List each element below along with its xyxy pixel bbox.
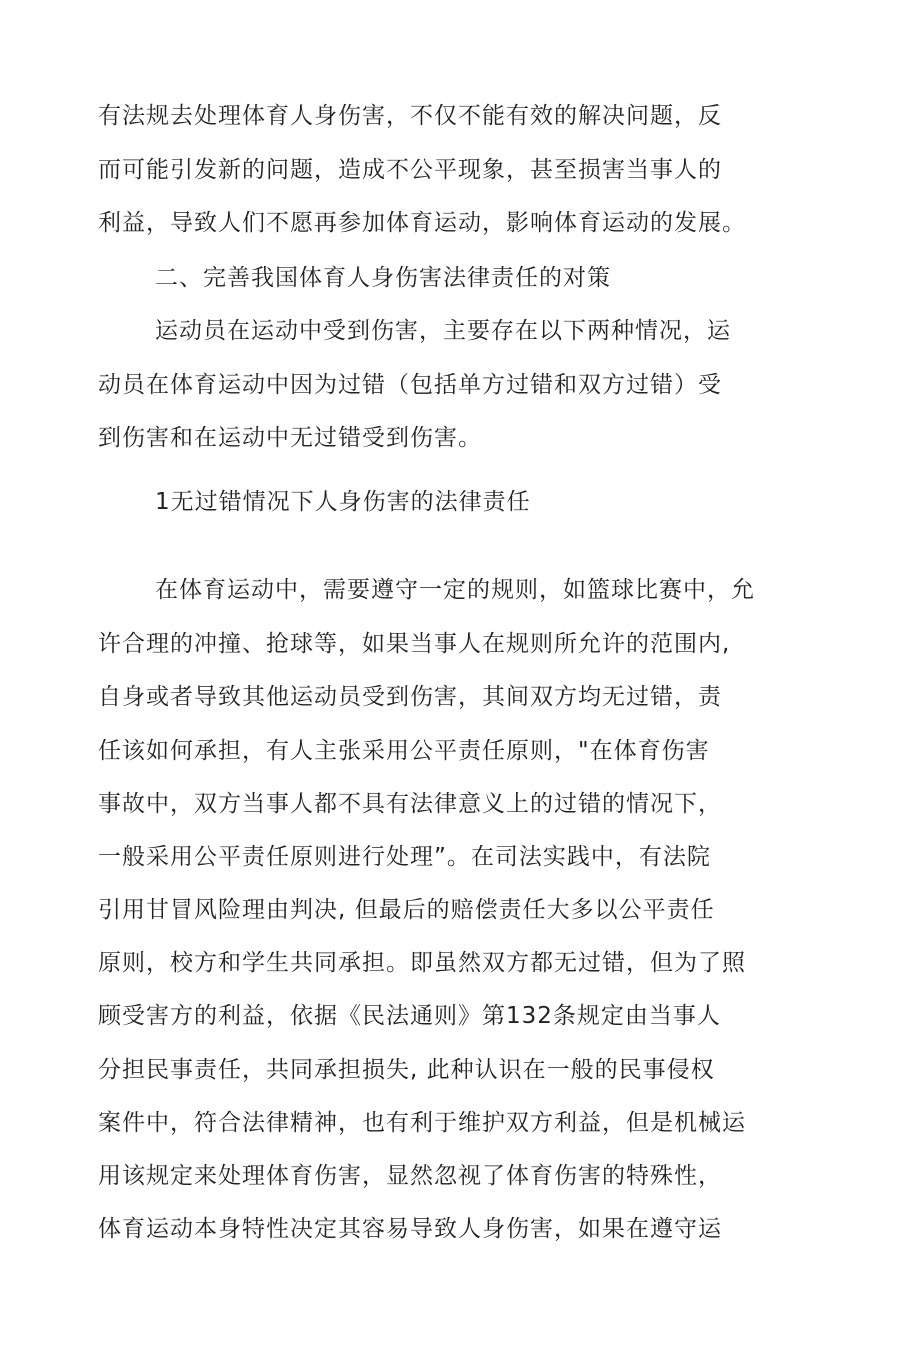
section-heading: 二、完善我国体育人身伤害法律责任的对策 (155, 265, 611, 291)
paragraph-line: 运动员在运动中受到伤害，主要存在以下两种情况，运 (155, 318, 731, 344)
paragraph-line: 利益，导致人们不愿再参加体育运动，影响体育运动的发展。 (98, 210, 746, 236)
paragraph-line: 而可能引发新的问题，造成不公平现象，甚至损害当事人的 (98, 157, 722, 183)
paragraph-line: 一般采用公平责任原则进行处理”。在司法实践中，有法院 (98, 844, 711, 870)
paragraph-line: 案件中，符合法律精神，也有利于维护双方利益，但是机械运 (98, 1110, 746, 1136)
paragraph-line: 事故中，双方当事人都不具有法律意义上的过错的情况下， (98, 791, 722, 817)
paragraph-line: 原则，校方和学生共同承担。即虽然双方都无过错，但为了照 (98, 950, 746, 976)
paragraph-line: 体育运动本身特性决定其容易导致人身伤害，如果在遵守运 (98, 1216, 722, 1242)
paragraph-line: 许合理的冲撞、抢球等，如果当事人在规则所允许的范围内, (98, 631, 731, 657)
paragraph-line: 在体育运动中，需要遵守一定的规则，如篮球比赛中，允 (155, 577, 755, 603)
paragraph-line: 有法规去处理体育人身伤害，不仅不能有效的解决问题，反 (98, 103, 722, 129)
paragraph-line: 动员在体育运动中因为过错（包括单方过错和双方过错）受 (98, 372, 722, 398)
paragraph-line: 用该规定来处理体育伤害，显然忽视了体育伤害的特殊性， (98, 1163, 722, 1189)
paragraph-line: 引用甘冒风险理由判决, 但最后的赔偿责任大多以公平责任 (98, 897, 715, 923)
paragraph-line: 到伤害和在运动中无过错受到伤害。 (98, 425, 482, 451)
paragraph-line: 顾受害方的利益，依据《民法通则》第132条规定由当事人 (98, 1003, 721, 1029)
paragraph-line: 任该如何承担，有人主张采用公平责任原则，"在体育伤害 (98, 738, 710, 764)
paragraph-line: 分担民事责任，共同承担损失, 此种认识在一般的民事侵权 (98, 1057, 715, 1083)
subsection-heading: 1无过错情况下人身伤害的法律责任 (155, 489, 531, 515)
paragraph-line: 自身或者导致其他运动员受到伤害，其间双方均无过错，责 (98, 684, 722, 710)
